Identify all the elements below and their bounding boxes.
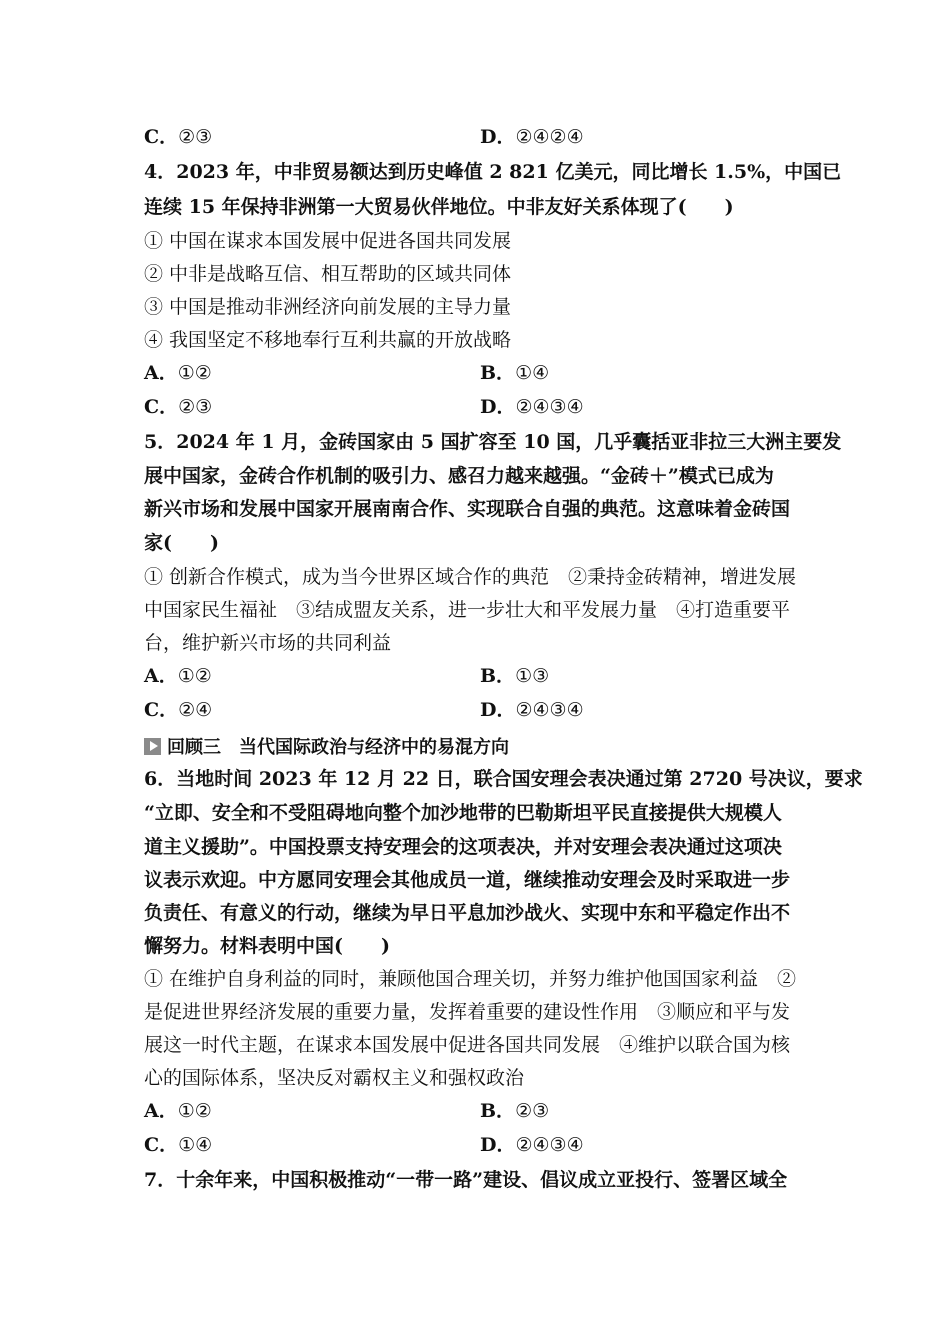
q6-option-d: D．②④③④ <box>480 1134 584 1156</box>
q5-stem-line: 展中国家，金砖合作机制的吸引力、感召力越来越强。“金砖＋”模式已成为 <box>144 465 774 487</box>
q4-stem-line: 连续 15 年保持非洲第一大贸易伙伴地位。中非友好关系体现了( ) <box>144 196 734 218</box>
q6-option-b: B．②③ <box>480 1100 550 1122</box>
q6-item-line: 展这一时代主题，在谋求本国发展中促进各国共同发展 ④维护以联合国为核 <box>144 1034 791 1056</box>
q4-item: ② 中非是战略互信、相互帮助的区域共同体 <box>144 263 512 285</box>
q6-stem-line: 议表示欢迎。中方愿同安理会其他成员一道，继续推动安理会及时采取进一步 <box>144 869 791 891</box>
section-title: 回顾三 当代国际政治与经济中的易混方向 <box>167 737 509 758</box>
q5-stem-line: 5．2024 年 1 月，金砖国家由 5 国扩容至 10 国，几乎囊括亚非拉三大洲主要发 <box>144 431 842 453</box>
q5-item-line: 台，维护新兴市场的共同利益 <box>144 632 392 654</box>
q5-stem-line: 新兴市场和发展中国家开展南南合作、实现联合自强的典范。这意味着金砖国 <box>144 498 791 520</box>
q4-option-d: D．②④③④ <box>480 396 584 418</box>
q6-stem-line: 懈努力。材料表明中国( ) <box>144 935 390 957</box>
q6-item-line: 心的国际体系，坚决反对霸权主义和强权政治 <box>144 1067 525 1089</box>
q6-stem-line: 道主义援助”。中国投票支持安理会的这项表决，并对安理会表决通过这项决 <box>144 836 782 858</box>
section-heading <box>144 734 509 758</box>
q5-option-a: A．①② <box>144 665 212 687</box>
q4-item: ④ 我国坚定不移地奉行互利共赢的开放战略 <box>144 329 512 351</box>
q6-stem-line: “立即、安全和不受阻碍地向整个加沙地带的巴勒斯坦平民直接提供大规模人 <box>144 802 782 824</box>
q6-stem-line: 6．当地时间 2023 年 12 月 22 日，联合国安理会表决通过第 2720 号决议，要求 <box>144 768 863 790</box>
q5-item-line: 中国家民生福祉 ③结成盟友关系，进一步壮大和平发展力量 ④打造重要平 <box>144 599 791 621</box>
q4-option-b: B．①④ <box>480 362 550 384</box>
q5-option-d: D．②④③④ <box>480 699 584 721</box>
q4-option-c: C．②③ <box>144 396 213 418</box>
q3-option-c: C．②③ <box>144 126 213 148</box>
q5-option-c: C．②④ <box>144 699 213 721</box>
q6-option-c: C．①④ <box>144 1134 213 1156</box>
q3-option-d: D．②④②④ <box>480 126 584 148</box>
play-triangle-icon <box>144 738 161 755</box>
q7-stem-line: 7．十余年来，中国积极推动“一带一路”建设、倡议成立亚投行、签署区域全 <box>144 1169 788 1191</box>
q6-option-a: A．①② <box>144 1100 212 1122</box>
q6-item-line: ① 在维护自身利益的同时，兼顾他国合理关切，并努力维护他国国家利益 ② <box>144 968 797 990</box>
q4-item: ③ 中国是推动非洲经济向前发展的主导力量 <box>144 296 512 318</box>
q6-item-line: 是促进世界经济发展的重要力量，发挥着重要的建设性作用 ③顺应和平与发 <box>144 1001 791 1023</box>
q6-stem-line: 负责任、有意义的行动，继续为早日平息加沙战火、实现中东和平稳定作出不 <box>144 902 791 924</box>
q5-item-line: ① 创新合作模式，成为当今世界区域合作的典范 ②秉持金砖精神，增进发展 <box>144 566 797 588</box>
q4-item: ① 中国在谋求本国发展中促进各国共同发展 <box>144 230 512 252</box>
q5-option-b: B．①③ <box>480 665 550 687</box>
q4-stem-line: 4．2023 年，中非贸易额达到历史峰值 2 821 亿美元，同比增长 1.5%，中国已 <box>144 161 842 183</box>
q4-option-a: A．①② <box>144 362 212 384</box>
q5-stem-line: 家( ) <box>144 532 219 554</box>
